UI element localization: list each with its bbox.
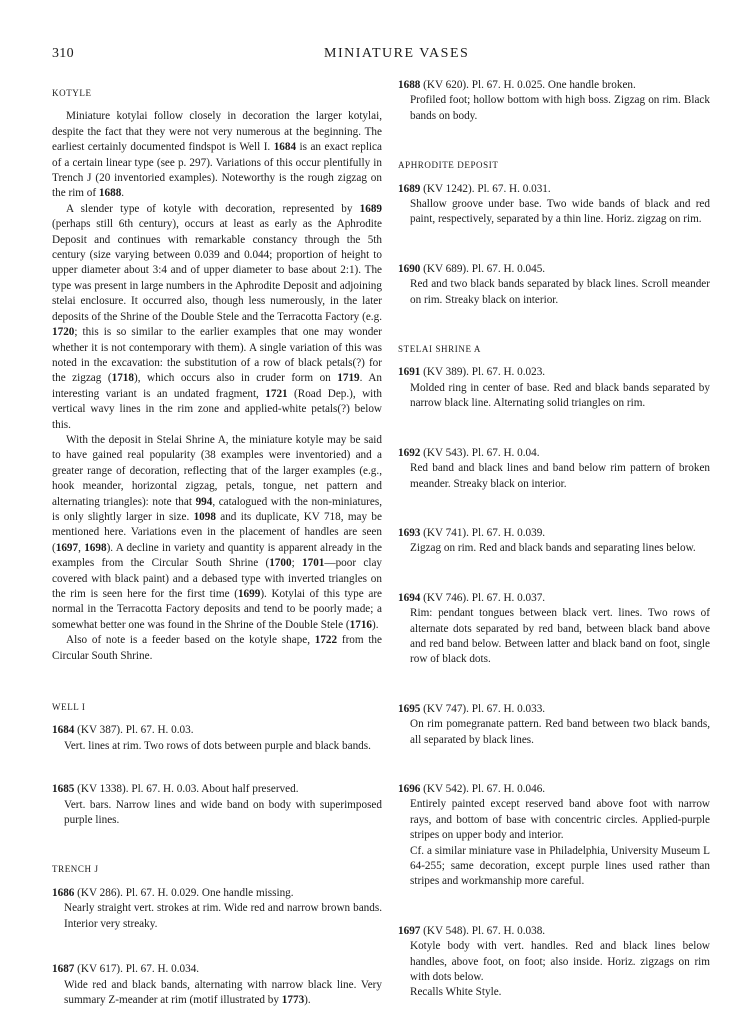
catalogue-entry — [52, 723, 382, 754]
entry-body: Red and two black bands separated by black lines. Scroll meander on rim. Streaky black on interior. — [410, 278, 710, 306]
entry-head: 1692 (KV 543). Pl. 67. H. 0.04. — [398, 446, 540, 459]
section-heading-well-i: WELL I — [52, 702, 86, 713]
running-title: MINIATURE VASES — [324, 46, 470, 61]
entry-body: Vert. lines at rim. Two rows of dots between purple and black bands. — [64, 739, 371, 752]
section-heading-aphrodite-deposit: APHRODITE DEPOSIT — [398, 160, 499, 171]
catalogue-entry — [398, 182, 710, 228]
catalogue-entry — [52, 782, 382, 828]
section-heading-stelai-shrine-a: STELAI SHRINE A — [398, 344, 481, 355]
entry-body: Molded ring in center of base. Red and black bands separated by narrow black line. Alternating solid triangles on rim. — [410, 381, 710, 410]
entry-head: 1694 (KV 746). Pl. 67. H. 0.037. — [398, 591, 546, 604]
entry-head: 1688 (KV 620). Pl. 67. H. 0.025. One handle broken. — [398, 79, 636, 91]
intro-paragraph: Miniature kotylai follow closely in decoration the larger kotylai, despite the fact that they were not very numerous at the beginning. The earliest certainly documented findspot is Well I. 1684 is an exact replica of a certain linear type (see p. 297). Variations of this occur plentifully in Trench J (20 inventoried examples). Noteworthy is the rough zigzag on the rim of 1688. — [52, 110, 382, 200]
catalogue-entry — [398, 591, 710, 668]
entry-body: On rim pomegranate pattern. Red band between two black bands, all separated by black lines. — [410, 718, 710, 746]
catalogue-entry — [52, 886, 382, 932]
entry-body: Vert. bars. Narrow lines and wide band on body with superimposed purple lines. — [64, 798, 382, 827]
entry-body: Nearly straight vert. strokes at rim. Wide red and narrow brown bands. Interior very streaky. — [64, 902, 382, 930]
intro-paragraph: With the deposit in Stelai Shrine A, the miniature kotyle may be said to have gained real popularity (38 examples were inventoried) and a greater range of decoration, reflecting that of the larger examples (e.g., hook meander, horizontal zigzag, petals, tongue, net pattern and alternating triangles): note that 994, catalogued with the non-miniatures, is only slightly larger in size. 1098 and its duplicate, KV 718, may be mentioned here. Variations even in the placement of handles are seen (1697, 1698). A decline in variety and quantity is apparent already in the examples from the Circular South Shrine (1700; 1701—poor clay covered with black paint) and a debased type with inverted triangles on the rim is seen here for the first time (1699). Kotylai of this type are normal in the Terracotta Factory deposits and tend to be poorly made; a somewhat better one was found in the Shrine of the Double Stele (1716). — [52, 433, 383, 631]
intro-paragraph: Also of note is a feeder based on the kotyle shape, 1722 from the Circular South Shrine. — [52, 634, 382, 662]
entry-head: 1697 (KV 548). Pl. 67. H. 0.038. — [398, 924, 546, 937]
entry-head: 1696 (KV 542). Pl. 67. H. 0.046. — [398, 782, 546, 795]
page-number: 310 — [52, 46, 74, 61]
catalogue-entry — [398, 446, 710, 492]
catalogue-entry — [398, 365, 710, 411]
catalogue-entry — [398, 526, 710, 557]
entry-head: 1690 (KV 689). Pl. 67. H. 0.045. — [398, 262, 546, 275]
catalogue-entry — [398, 782, 710, 890]
section-heading-kotyle: KOTYLE — [52, 88, 92, 98]
entry-body: Entirely painted except reserved band above foot with narrow rays, and bottom of base with concentric circles. Applied-purple stripes on upper body and interior. — [410, 798, 710, 842]
intro-paragraph: A slender type of kotyle with decoration, represented by 1689 (perhaps still 6th century), occurs at least as early as the Aphrodite Deposit and continues with remarkable constancy through the 5th century (size varying between 0.039 and 0.044; proportion of height to upper diameter about 3:4 and of upper diameter to base about 2:1). The type was present in large numbers in the Aphrodite Deposit and adjoining stelai enclosure. It occurred also, though less numerously, in the later deposits of the Shrine of the Double Stele and the Terracotta Factory (e.g. 1720; this is so similar to the earlier examples that one may wonder whether it is not contemporary with them). A single variation of this was noted in the excavation: the substitution of a row of black petals(?) for the zigzag (1718), which occurs also in cruder form on 1719. An interesting variant is an undated fragment, 1721 (Road Dep.), with vertical wavy lines in the rim zone and applied-white petals(?) below this. — [52, 202, 382, 431]
entry-body: Zigzag on rim. Red and black bands and separating lines below. — [410, 542, 696, 555]
catalogue-entry — [398, 924, 710, 1001]
catalogue-entry — [398, 78, 710, 124]
entry-head: 1684 (KV 387). Pl. 67. H. 0.03. — [52, 724, 194, 737]
entry-head: 1695 (KV 747). Pl. 67. H. 0.033. — [398, 702, 546, 715]
catalogue-entry — [398, 262, 710, 308]
entry-body-note: Recalls White Style. — [410, 986, 502, 999]
entry-body: Shallow groove under base. Two wide bands of black and red paint, respectively, separated by a thin line. Horiz. zigzag on rim. — [410, 198, 710, 226]
entry-body-note: Cf. a similar miniature vase in Philadelphia, University Museum L 64-255; same decoration, except purple lines used rather than stripes and workmanship more careful. — [410, 844, 710, 888]
entry-body: Red band and black lines and band below rim pattern of broken meander. Streaky black on interior. — [410, 462, 710, 490]
section-heading-trench-j: TRENCH J — [52, 864, 99, 875]
entry-body: Kotyle body with vert. handles. Red and black lines below handles, above foot, on foot; also inside. Horiz. zigzags on rim with dots below. — [410, 940, 710, 984]
entry-head: 1685 (KV 1338). Pl. 67. H. 0.03. About half preserved. — [52, 783, 299, 796]
entry-head: 1693 (KV 741). Pl. 67. H. 0.039. — [398, 526, 546, 539]
entry-body: Wide red and black bands, alternating with narrow black line. Very summary Z-meander at rim (motif illustrated by 1773). — [64, 978, 382, 1006]
catalogue-entry — [398, 702, 710, 748]
catalogue-entry — [52, 962, 382, 1008]
left-column — [52, 86, 382, 1008]
entry-body: Profiled foot; hollow bottom with high boss. Zigzag on rim. Black bands on body. — [410, 94, 710, 122]
entry-body: Rim: pendant tongues between black vert. lines. Two rows of alternate dots separated by red band, between black band above and red band below. Between latter and black band on foot, single row of black dots. — [410, 607, 710, 666]
entry-head: 1689 (KV 1242). Pl. 67. H. 0.031. — [398, 182, 551, 195]
entry-head: 1686 (KV 286). Pl. 67. H. 0.029. One handle missing. — [52, 886, 294, 899]
entry-head: 1691 (KV 389). Pl. 67. H. 0.023. — [398, 366, 546, 379]
right-column — [398, 78, 710, 1001]
entry-head: 1687 (KV 617). Pl. 67. H. 0.034. — [52, 963, 200, 976]
